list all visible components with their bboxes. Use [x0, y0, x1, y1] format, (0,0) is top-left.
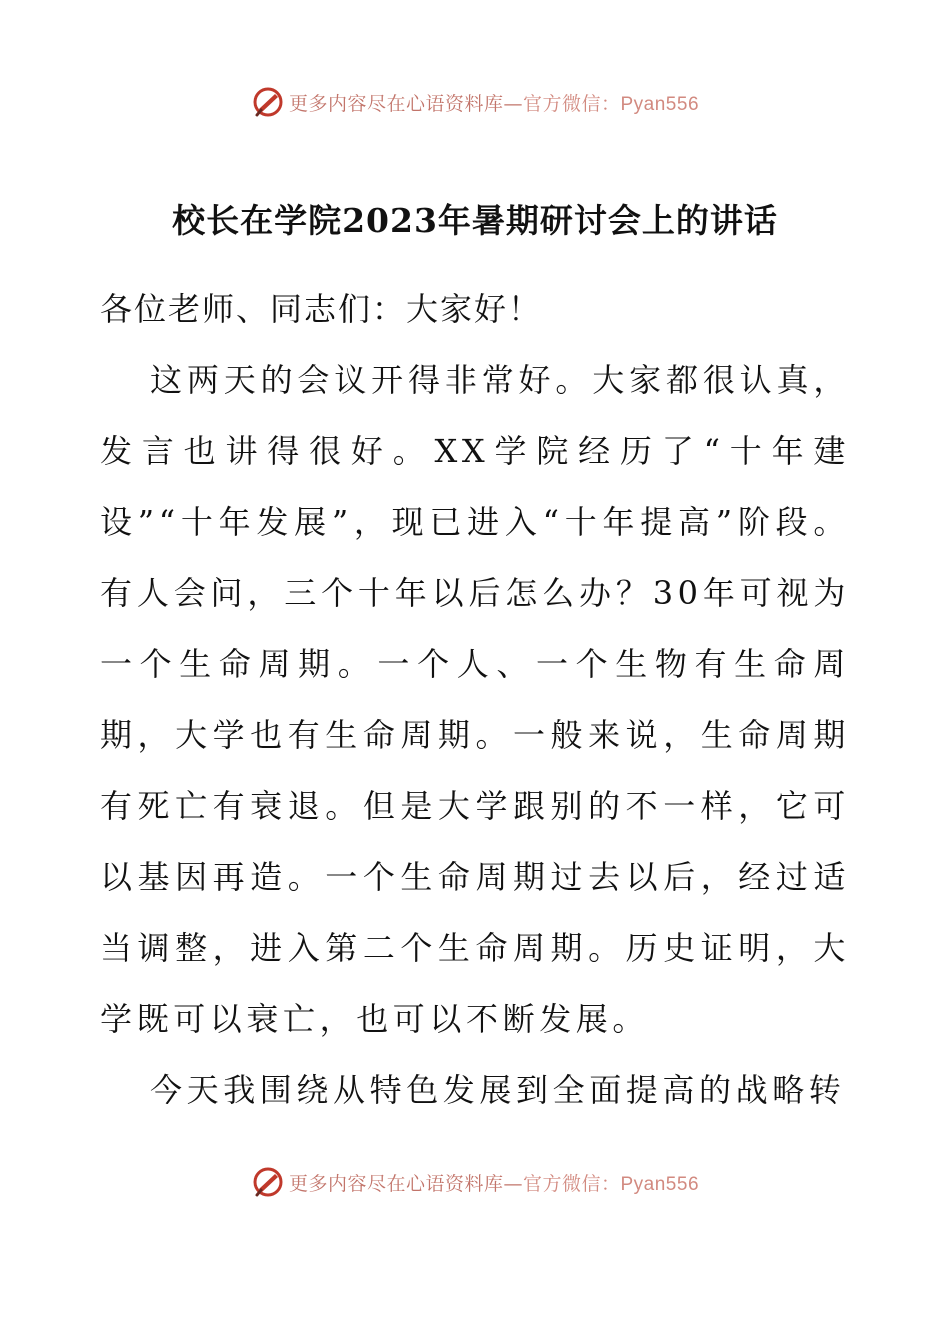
watermark-text — [289, 89, 699, 116]
document-body — [100, 274, 850, 1126]
paragraph-2: 今天我围绕从特色发展到全面提高的战略转 — [150, 1071, 846, 1109]
watermark-dash: — — [503, 1172, 523, 1195]
watermark-text — [289, 1169, 699, 1196]
brand-logo-icon — [251, 1165, 285, 1199]
watermark-wechat: 官方微信：Pyan556 — [523, 1173, 700, 1195]
watermark-wechat: 官方微信：Pyan556 — [523, 93, 700, 115]
watermark-banner-top — [0, 82, 950, 122]
watermark-banner-bottom — [0, 1162, 950, 1202]
watermark-dash: — — [503, 92, 523, 115]
watermark-brand: 更多内容尽在心语资料库 — [288, 92, 504, 115]
watermark-brand: 更多内容尽在心语资料库 — [288, 1172, 504, 1195]
brand-logo-icon — [251, 85, 285, 119]
greeting: 各位老师、同志们：大家好！ — [100, 290, 543, 328]
document-title: 校长在学院2023年暑期研讨会上的讲话 — [172, 201, 778, 240]
paragraph-1: 这两天的会议开得非常好。大家都很认真，发言也讲得很好。XX学院经历了“十年建设”“十年发展”，现已进入“十年提高”阶段。有人会问，三个十年以后怎么办？30年可视为一个生命周期。一个人、一个生物有生命周期，大学也有生命周期。一般来说，生命周期有死亡有衰退。但是大学跟别的不一样，它可以基因再造。一个生命周期过去以后，经过适当调整，进入第二个生命周期。历史证明，大学既可以衰亡，也可以不断发展。 — [100, 361, 850, 1038]
